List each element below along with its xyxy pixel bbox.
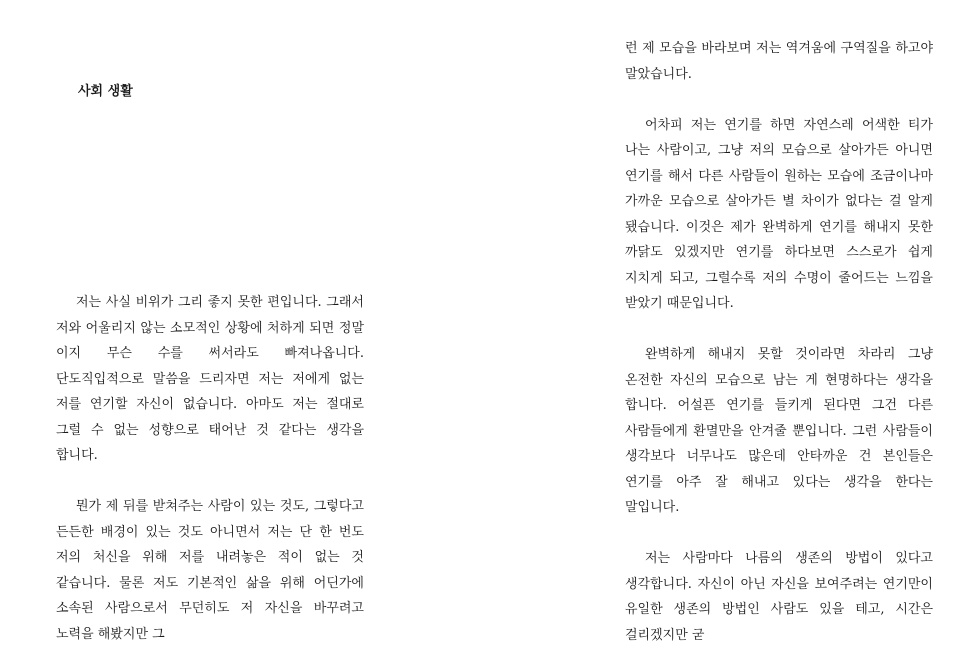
- right-paragraph-1: 런 제 모습을 바라보며 저는 역겨움에 구역질을 하고야 말았습니다.: [625, 41, 933, 82]
- right-paragraph-3: 완벽하게 해내지 못할 것이라면 차라리 그냥 온전한 자신의 모습으로 남는 게 현명하다는 생각을 합니다. 어설픈 연기를 들키게 된다면 그건 다른 사람들에게 환멸만을 안겨줄 뿐입니다. 그런 사람들이 생각보다 너무나도 많은데 안타까운 건 본인들은 연기를 아주 잘 해내고 있다는 생각을 한다는 말입니다.: [625, 347, 933, 515]
- right-paragraph-4: 저는 사람마다 나름의 생존의 방법이 있다고 생각합니다. 자신이 아닌 자신을 보여주려는 연기만이 유일한 생존의 방법인 사람도 있을 테고, 시간은 걸리겠지만 굳: [625, 551, 933, 643]
- right-page-body: [625, 36, 933, 648]
- chapter-title: 사회 생활: [78, 84, 133, 99]
- left-paragraph-2: 뭔가 제 뒤를 받쳐주는 사람이 있는 것도, 그렇다고 든든한 배경이 있는 것도 아니면서 저는 단 한 번도 저의 처신을 위해 저를 내려놓은 적이 없는 것 같습니다. 물론 저도 기본적인 삶을 위해 어딘가에 소속된 사람으로서 무던히도 저 자신을 바꾸려고 노력을 해봤지만 그: [56, 499, 364, 642]
- left-page-body: [56, 290, 364, 647]
- left-page: [0, 0, 487, 642]
- right-paragraph-2: 어차피 저는 연기를 하면 자연스레 어색한 티가 나는 사람이고, 그냥 저의 모습으로 살아가든 아니면 연기를 해서 다른 사람들이 원하는 모습에 조금이나마 가까운 모습으로 살아가든 별 차이가 없다는 걸 알게 됐습니다. 이것은 제가 완벽하게 연기를 해내지 못한 까닭도 있겠지만 연기를 하다보면 스스로가 쉽게 지치게 되고, 그럴수록 저의 수명이 줄어드는 느낌을 받았기 때문입니다.: [625, 117, 933, 311]
- left-paragraph-1: 저는 사실 비위가 그리 좋지 못한 편입니다. 그래서 저와 어울리지 않는 소모적인 상황에 처하게 되면 정말 이지 무슨 수를 써서라도 빠져나옵니다. 단도직입적으로 말씀을 드리자면 저는 저에게 없는 저를 연기할 자신이 없습니다. 아마도 저는 절대로 그럴 수 없는 성향으로 태어난 것 같다는 생각을 합니다.: [56, 295, 364, 463]
